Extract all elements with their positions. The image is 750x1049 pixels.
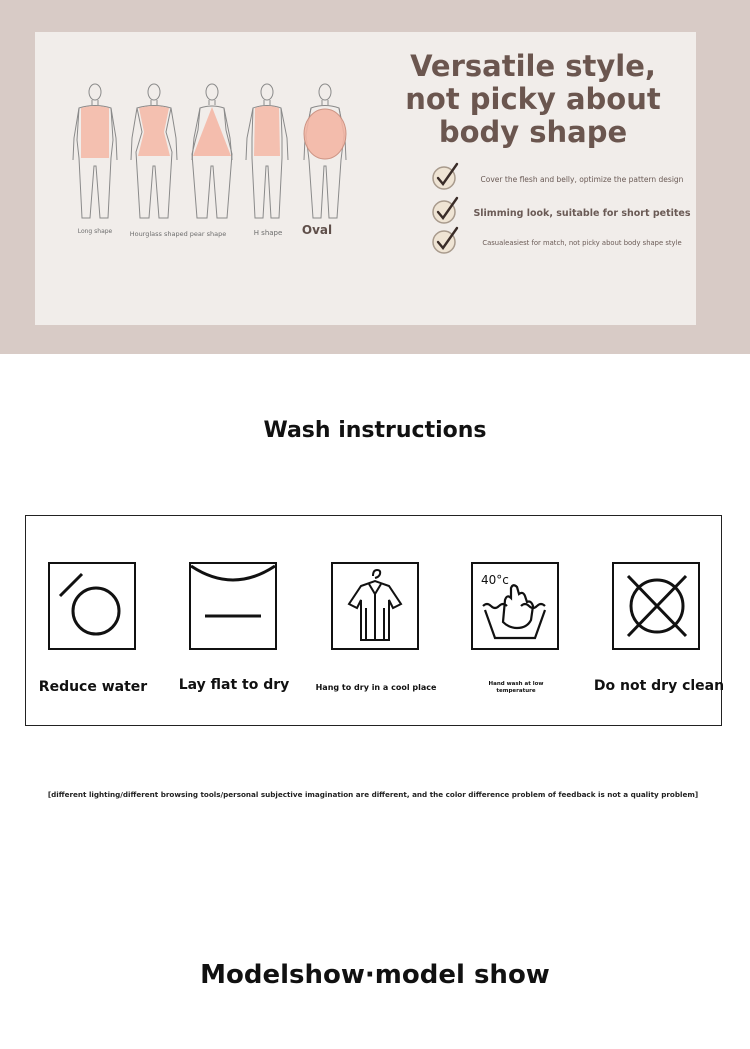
feature-item [431, 166, 701, 192]
wash-instructions-panel [25, 515, 725, 726]
color-disclaimer: [different lighting/different browsing tools/personal subjective imagination are different, and the color difference problem of feedback is not a quality problem] [47, 790, 699, 799]
feature-text: Casualeasiest for match, not picky about body shape style [482, 239, 682, 247]
pear-figure-icon [186, 80, 238, 220]
hourglass-figure-icon [128, 80, 180, 220]
long-shape-figure-icon [69, 80, 121, 220]
wash-label: Do not dry clean [593, 678, 725, 694]
check-icon [431, 162, 461, 192]
hand-wash-icon [471, 562, 559, 650]
wash-instructions-title: Wash instructions [263, 418, 487, 443]
wash-label: Reduce water [38, 679, 148, 695]
lay-flat-dry-icon [189, 562, 277, 650]
oval-figure-icon [299, 80, 351, 220]
feature-item [431, 230, 701, 256]
wash-item-no-dry-clean [592, 516, 725, 725]
hourglass-pear-label: Hourglass shaped pear shape [129, 230, 227, 238]
check-icon [431, 226, 461, 256]
oval-label: Oval [301, 223, 333, 237]
model-show-title: Modelshow·model show [200, 960, 550, 990]
wash-label: Lay flat to dry [178, 677, 290, 693]
h-shape-label: H shape [253, 229, 283, 237]
do-not-dry-clean-icon [612, 562, 700, 650]
body-shape-banner [0, 0, 750, 354]
reduce-water-icon [48, 562, 136, 650]
wash-label: Hang to dry in a cool place [315, 683, 437, 692]
h-shape-figure-icon [241, 80, 293, 220]
wash-item-hang-dry [311, 516, 441, 725]
long-shape-label: Long shape [77, 228, 113, 235]
wash-item-hand-wash [451, 516, 581, 725]
feature-text: Cover the flesh and belly, optimize the pattern design [480, 174, 684, 184]
check-icon [431, 196, 461, 226]
wash-label: Hand wash at low temperature [488, 681, 544, 694]
wash-item-reduce-water [28, 516, 158, 725]
feature-item [431, 200, 701, 226]
body-shape-card [35, 32, 696, 325]
wash-item-lay-flat [169, 516, 299, 725]
hang-dry-shirt-icon [331, 562, 419, 650]
wash-temperature-label: 40°c [481, 573, 509, 587]
feature-text: Slimming look, suitable for short petites [473, 207, 691, 219]
body-shape-headline: Versatile style, not picky about body shape [405, 49, 661, 149]
